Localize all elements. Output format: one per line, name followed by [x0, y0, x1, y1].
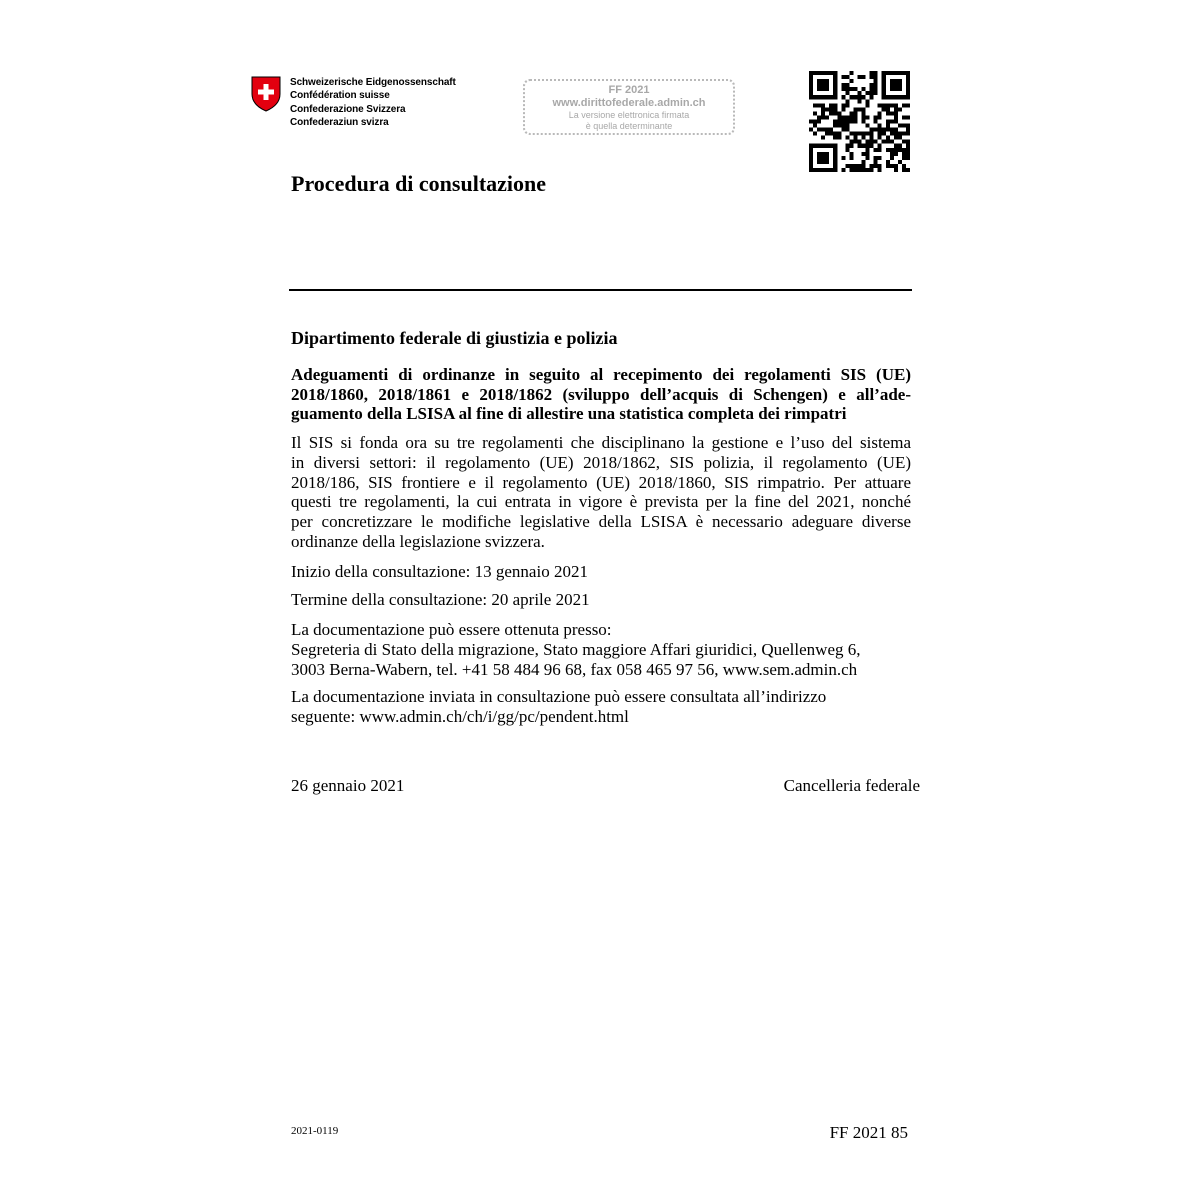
stamp-line-4: è quella determinante — [585, 121, 673, 131]
confederation-name-it: Confederazione Svizzera — [290, 103, 406, 115]
body-line: ordinanze della legislazione svizzera. — [291, 531, 545, 551]
title-divider — [289, 289, 912, 291]
documentation-info — [291, 620, 861, 679]
online-info — [291, 687, 826, 727]
swiss-crest-icon — [251, 76, 281, 112]
online-line: La documentazione inviata in consultazione può essere consultata all’indirizzo — [291, 687, 827, 706]
stamp-line-1: FF 2021 — [608, 84, 650, 96]
confederation-name-de: Schweizerische Eidgenossenschaft — [290, 77, 456, 88]
federal-logo — [251, 76, 456, 129]
page-reference: FF 2021 85 — [829, 1123, 908, 1142]
online-line: seguente: www.admin.ch/ch/i/gg/pc/pendent.html — [291, 706, 629, 726]
subject-line: guamento della LSISA al fine di allestire una statistica completa dei rimpatri — [291, 404, 847, 423]
page-title: Procedura di consultazione — [291, 171, 547, 196]
body-line: in diversi settori: il regolamento (UE) 2018/1862, SIS polizia, il regolamento (UE) — [291, 452, 911, 472]
documentation-line: 3003 Berna-Wabern, tel. +41 58 484 96 68, fax 058 465 97 56, www.sem.admin.ch — [291, 659, 858, 679]
document-code: 2021-0119 — [291, 1125, 339, 1137]
documentation-line: Segreteria di Stato della migrazione, Stato maggiore Affari giuridici, Quellenweg 6, — [291, 639, 861, 659]
confederation-name-fr: Confédération suisse — [290, 90, 390, 102]
confederation-names — [290, 76, 456, 129]
publication-date: 26 gennaio 2021 — [291, 776, 405, 795]
consultation-end: Termine della consultazione: 20 aprile 2021 — [291, 590, 590, 609]
stamp-line-2: www.dirittofederale.admin.ch — [552, 97, 706, 109]
qr-code-icon — [809, 71, 910, 172]
body-paragraph — [291, 433, 911, 552]
stamp-line-3: La versione elettronica firmata — [568, 110, 690, 120]
consultation-start: Inizio della consultazione: 13 gennaio 2021 — [291, 562, 588, 581]
issuer: Cancelleria federale — [783, 776, 920, 795]
confederation-name-rm: Confederaziun svizra — [290, 116, 389, 128]
body-line: questi tre regolamenti, la cui entrata in vigore è prevista per la fine del 2021, nonché — [291, 492, 911, 512]
body-line: per concretizzare le modifiche legislative della LSISA è necessario adeguare diverse — [291, 512, 911, 532]
signature-stamp — [523, 79, 735, 135]
department-heading: Dipartimento federale di giustizia e polizia — [291, 328, 618, 348]
documentation-line: La documentazione può essere ottenuta presso: — [291, 620, 612, 639]
subject-line: 2018/1860, 2018/1861 e 2018/1862 (sviluppo dell’acquis di Schengen) e all’ade- — [291, 384, 911, 404]
subject-heading — [291, 365, 911, 424]
subject-line: Adeguamenti di ordinanze in seguito al recepimento dei regolamenti SIS (UE) — [291, 365, 911, 384]
body-line: Il SIS si fonda ora su tre regolamenti che disciplinano la gestione e l’uso del sistema — [291, 433, 911, 452]
body-line: 2018/186, SIS frontiere e il regolamento (UE) 2018/1860, SIS rimpatrio. Per attuare — [291, 472, 911, 492]
